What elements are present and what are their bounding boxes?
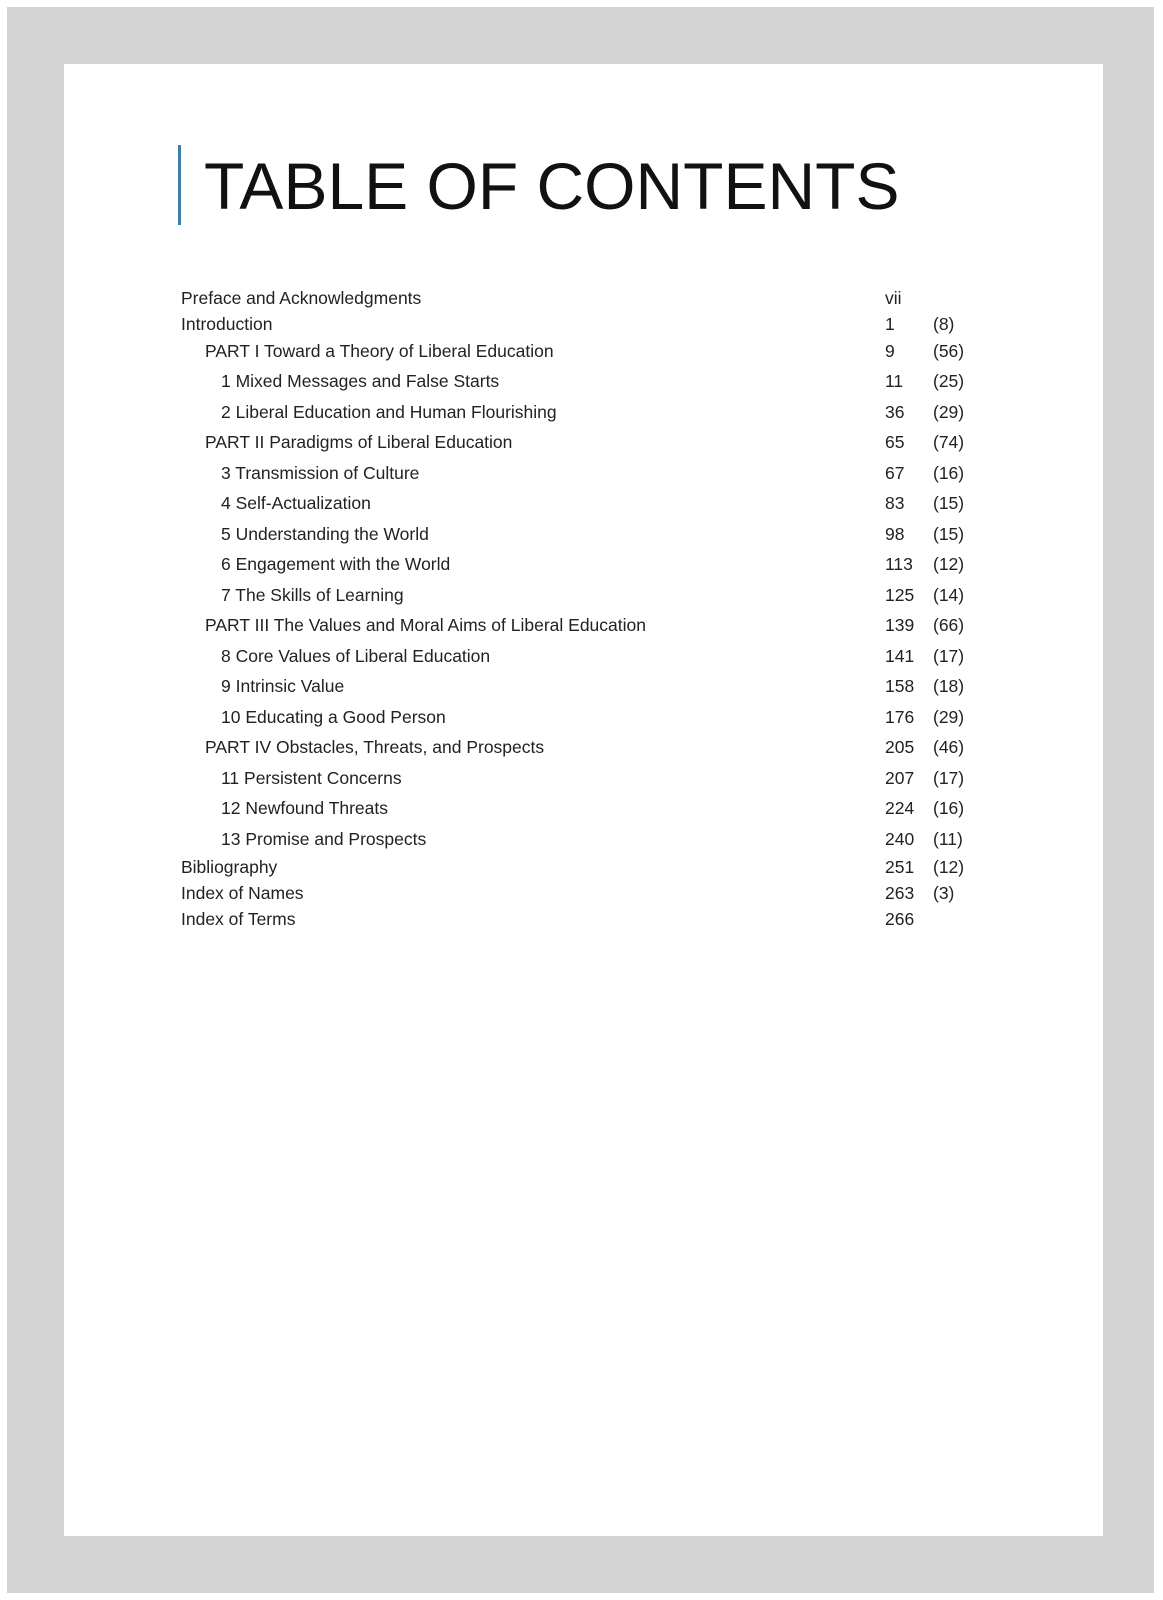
toc-entry-page-count: (66) [933, 615, 965, 635]
toc-entry-title: Preface and Acknowledgments [181, 288, 422, 308]
toc-entry-title: 8 Core Values of Liberal Education [221, 646, 491, 666]
toc-entry-page-count: (74) [933, 432, 965, 452]
toc-entry-title: 5 Understanding the World [221, 524, 429, 544]
toc-entry [0, 825, 1163, 853]
toc-entry-page-count: (17) [933, 768, 965, 788]
toc-entry-title: Introduction [181, 314, 273, 334]
toc-entry-title: PART III The Values and Moral Aims of Liberal Education [205, 615, 646, 635]
toc-entry [0, 284, 1163, 312]
page-title: TABLE OF CONTENTS [204, 149, 900, 223]
toc-entry-page-number: 113 [885, 554, 913, 574]
toc-entry-page-count: (29) [933, 707, 965, 727]
toc-entry-page-number: 240 [885, 829, 915, 849]
toc-entry-page-number: 266 [885, 909, 915, 929]
toc-entry-page-number: 9 [885, 341, 895, 361]
toc-entry [0, 310, 1163, 338]
toc-entry [0, 520, 1163, 548]
toc-entry-title: PART I Toward a Theory of Liberal Education [205, 341, 554, 361]
toc-entry-page-count: (12) [933, 857, 965, 877]
toc-entry-page-number: 176 [885, 707, 915, 727]
toc-entry-page-number: 65 [885, 432, 905, 452]
toc-entry-page-number: 205 [885, 737, 915, 757]
toc-entry [0, 703, 1163, 731]
toc-entry-page-count: (15) [933, 524, 965, 544]
toc-entry-page-number: 139 [885, 615, 915, 635]
toc-entry-title: Index of Terms [181, 909, 296, 929]
toc-entry [0, 764, 1163, 792]
toc-entry-title: 4 Self-Actualization [221, 493, 371, 513]
toc-entry-title: 3 Transmission of Culture [221, 463, 420, 483]
toc-entry [0, 581, 1163, 609]
toc-entry-title: 12 Newfound Threats [221, 798, 389, 818]
toc-entry-page-count: (8) [933, 314, 955, 334]
toc-entry-page-count: (16) [933, 463, 965, 483]
toc-entry [0, 642, 1163, 670]
toc-entry-page-count: (16) [933, 798, 965, 818]
toc-entry-page-number: 1 [885, 314, 895, 334]
toc-entry-title: 7 The Skills of Learning [221, 585, 404, 605]
toc-entry [0, 733, 1163, 761]
toc-entry [0, 550, 1163, 578]
toc-entry [0, 905, 1163, 933]
toc-entry [0, 672, 1163, 700]
toc-entry-page-number: 263 [885, 883, 915, 903]
toc-entry-title: Bibliography [181, 857, 278, 877]
toc-entry-page-number: 98 [885, 524, 905, 544]
toc-entry-page-count: (14) [933, 585, 965, 605]
toc-entry-page-number: 11 [885, 371, 904, 391]
toc-entry-title: Index of Names [181, 883, 304, 903]
toc-entry-title: 1 Mixed Messages and False Starts [221, 371, 500, 391]
toc-entry-page-count: (11) [933, 829, 963, 849]
toc-entry-page-count: (46) [933, 737, 965, 757]
toc-entry-page-count: (56) [933, 341, 965, 361]
toc-entry [0, 398, 1163, 426]
toc-entry-page-number: 158 [885, 676, 915, 696]
toc-entry-page-count: (25) [933, 371, 965, 391]
toc-entry-page-count: (17) [933, 646, 965, 666]
toc-entry-page-number: 207 [885, 768, 915, 788]
toc-entry-page-number: 224 [885, 798, 915, 818]
toc-entry-page-count: (12) [933, 554, 965, 574]
toc-entry-title: 11 Persistent Concerns [221, 768, 402, 788]
toc-entry-page-number: 36 [885, 402, 905, 422]
toc-entry-page-count: (18) [933, 676, 965, 696]
toc-entry [0, 459, 1163, 487]
toc-entry-page-count: (3) [933, 883, 955, 903]
toc-entry-page-number: 251 [885, 857, 915, 877]
toc-entry [0, 853, 1163, 881]
toc-entry-title: 10 Educating a Good Person [221, 707, 446, 727]
toc-entry-page-number: vii [885, 288, 902, 308]
toc-entry-page-number: 67 [885, 463, 905, 483]
toc-entry-page-number: 125 [885, 585, 915, 605]
toc-entry-title: 6 Engagement with the World [221, 554, 451, 574]
toc-entry-page-count: (15) [933, 493, 965, 513]
toc-entry [0, 794, 1163, 822]
toc-entry [0, 337, 1163, 365]
toc-entry-title: 13 Promise and Prospects [221, 829, 427, 849]
toc-entry-page-count: (29) [933, 402, 965, 422]
toc-entry [0, 879, 1163, 907]
toc-entry-title: PART II Paradigms of Liberal Education [205, 432, 513, 452]
toc-entry-page-number: 141 [885, 646, 915, 666]
toc-entry-title: 9 Intrinsic Value [221, 676, 345, 696]
toc-entry-title: 2 Liberal Education and Human Flourishing [221, 402, 557, 422]
toc-entry [0, 428, 1163, 456]
toc-entry-page-number: 83 [885, 493, 905, 513]
toc-entry [0, 367, 1163, 395]
toc-entry [0, 611, 1163, 639]
toc-entry-title: PART IV Obstacles, Threats, and Prospects [205, 737, 545, 757]
toc-entry [0, 489, 1163, 517]
